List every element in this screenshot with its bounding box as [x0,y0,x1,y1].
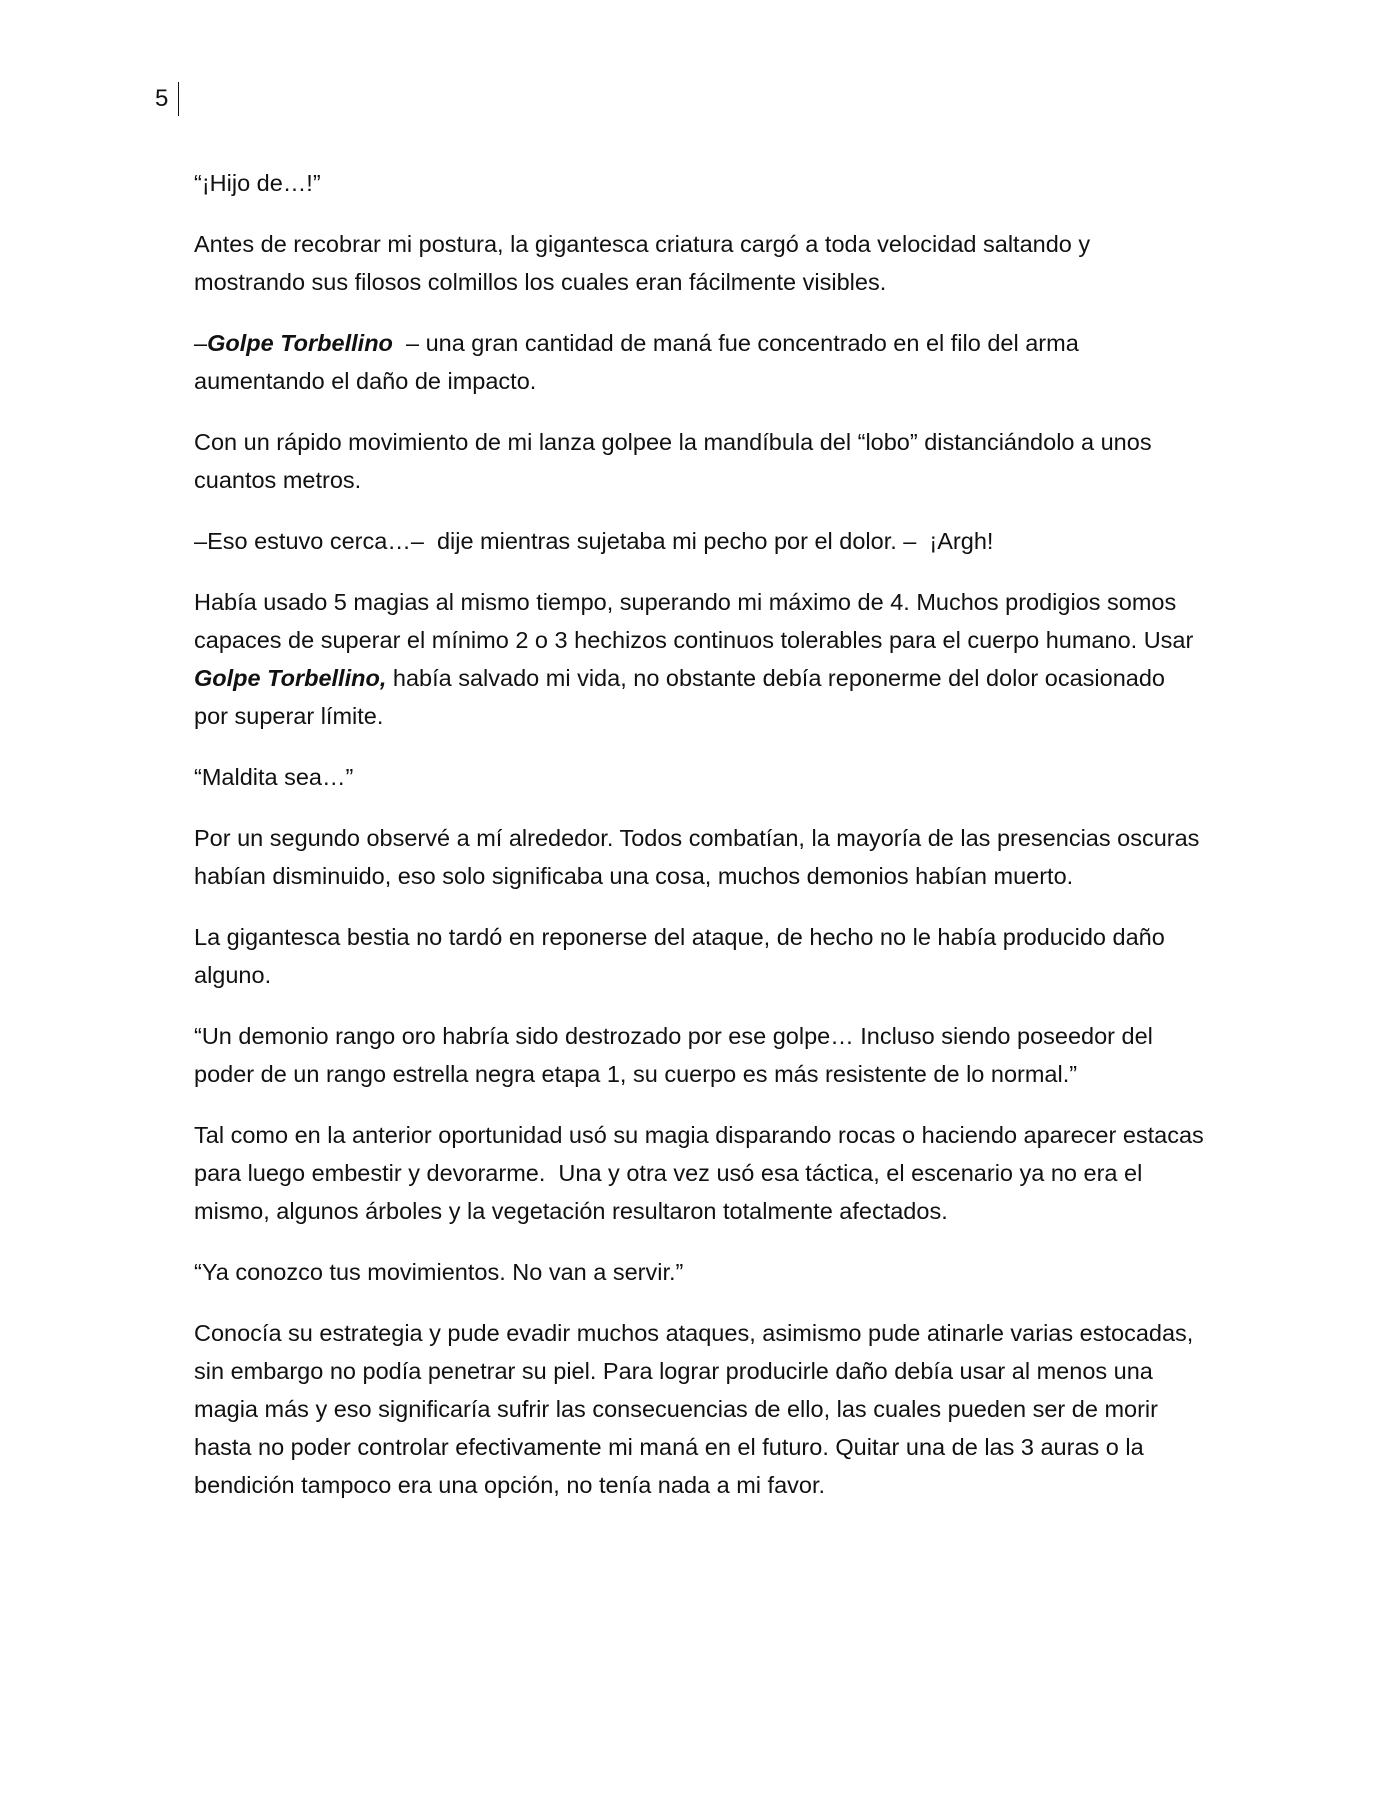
paragraph-3-text: – una gran cantidad de maná fue concentrado en el filo del arma aumentando el daño de impacto. [194,330,1086,394]
paragraph-11: Tal como en la anterior oportunidad usó su magia disparando rocas o haciendo aparecer estacas para luego embestir y devorarme. Una y otra vez usó esa táctica, el escenario ya no era el mismo, algunos árboles y la vegetación resultaron totalmente afectados. [194,1122,1211,1224]
paragraph-10: “Un demonio rango oro habría sido destrozado por ese golpe… Incluso siendo poseedor del poder de un rango estrella negra etapa 1, su cuerpo es más resistente de lo normal.” [194,1023,1153,1087]
page-header [155,82,179,116]
header-divider [178,82,179,116]
paragraph-1: “¡Hijo de…!” [194,170,321,196]
page-number: 5 [155,85,169,112]
paragraph-6-text-after: había salvado mi vida, no obstante debía reponerme del dolor ocasionado por superar límite. [194,665,1165,729]
paragraph-6-text-before: Había usado 5 magias al mismo tiempo, superando mi máximo de 4. Muchos prodigios somos capaces de superar el mínimo 2 o 3 hechizos continuos tolerables para el cuerpo humano. Usar [194,589,1194,653]
spell-name-emphasis: Golpe Torbellino [207,330,393,356]
paragraph-6 [194,583,1204,735]
paragraph-2: Antes de recobrar mi postura, la gigantesca criatura cargó a toda velocidad saltando y mostrando sus filosos colmillos los cuales eran fácilmente visibles. [194,231,1091,295]
paragraph-8: Por un segundo observé a mí alrededor. Todos combatían, la mayoría de las presencias oscuras habían disminuido, eso solo significaba una cosa, muchos demonios habían muerto. [194,825,1200,889]
spell-name-emphasis: Golpe Torbellino, [194,665,387,691]
paragraph-13: Conocía su estrategia y pude evadir muchos ataques, asimismo pude atinarle varias estocadas, sin embargo no podía penetrar su piel. Para lograr producirle daño debía usar al menos una magia más y eso significaría sufrir las consecuencias de ello, las cuales pueden ser de morir hasta no poder controlar efectivamente mi maná en el futuro. Quitar una de las 3 auras o la bendición tampoco era una opción, no tenía nada a mi favor. [194,1320,1194,1498]
document-body [194,164,1211,1527]
paragraph-3 [194,324,1204,400]
paragraph-5: –Eso estuvo cerca…– dije mientras sujetaba mi pecho por el dolor. – ¡Argh! [194,528,994,554]
paragraph-4: Con un rápido movimiento de mi lanza golpee la mandíbula del “lobo” distanciándolo a unos cuantos metros. [194,429,1152,493]
paragraph-9: La gigantesca bestia no tardó en reponerse del ataque, de hecho no le había producido daño alguno. [194,924,1165,988]
paragraph-12: “Ya conozco tus movimientos. No van a servir.” [194,1259,684,1285]
dash: – [194,330,208,356]
paragraph-7: “Maldita sea…” [194,764,354,790]
